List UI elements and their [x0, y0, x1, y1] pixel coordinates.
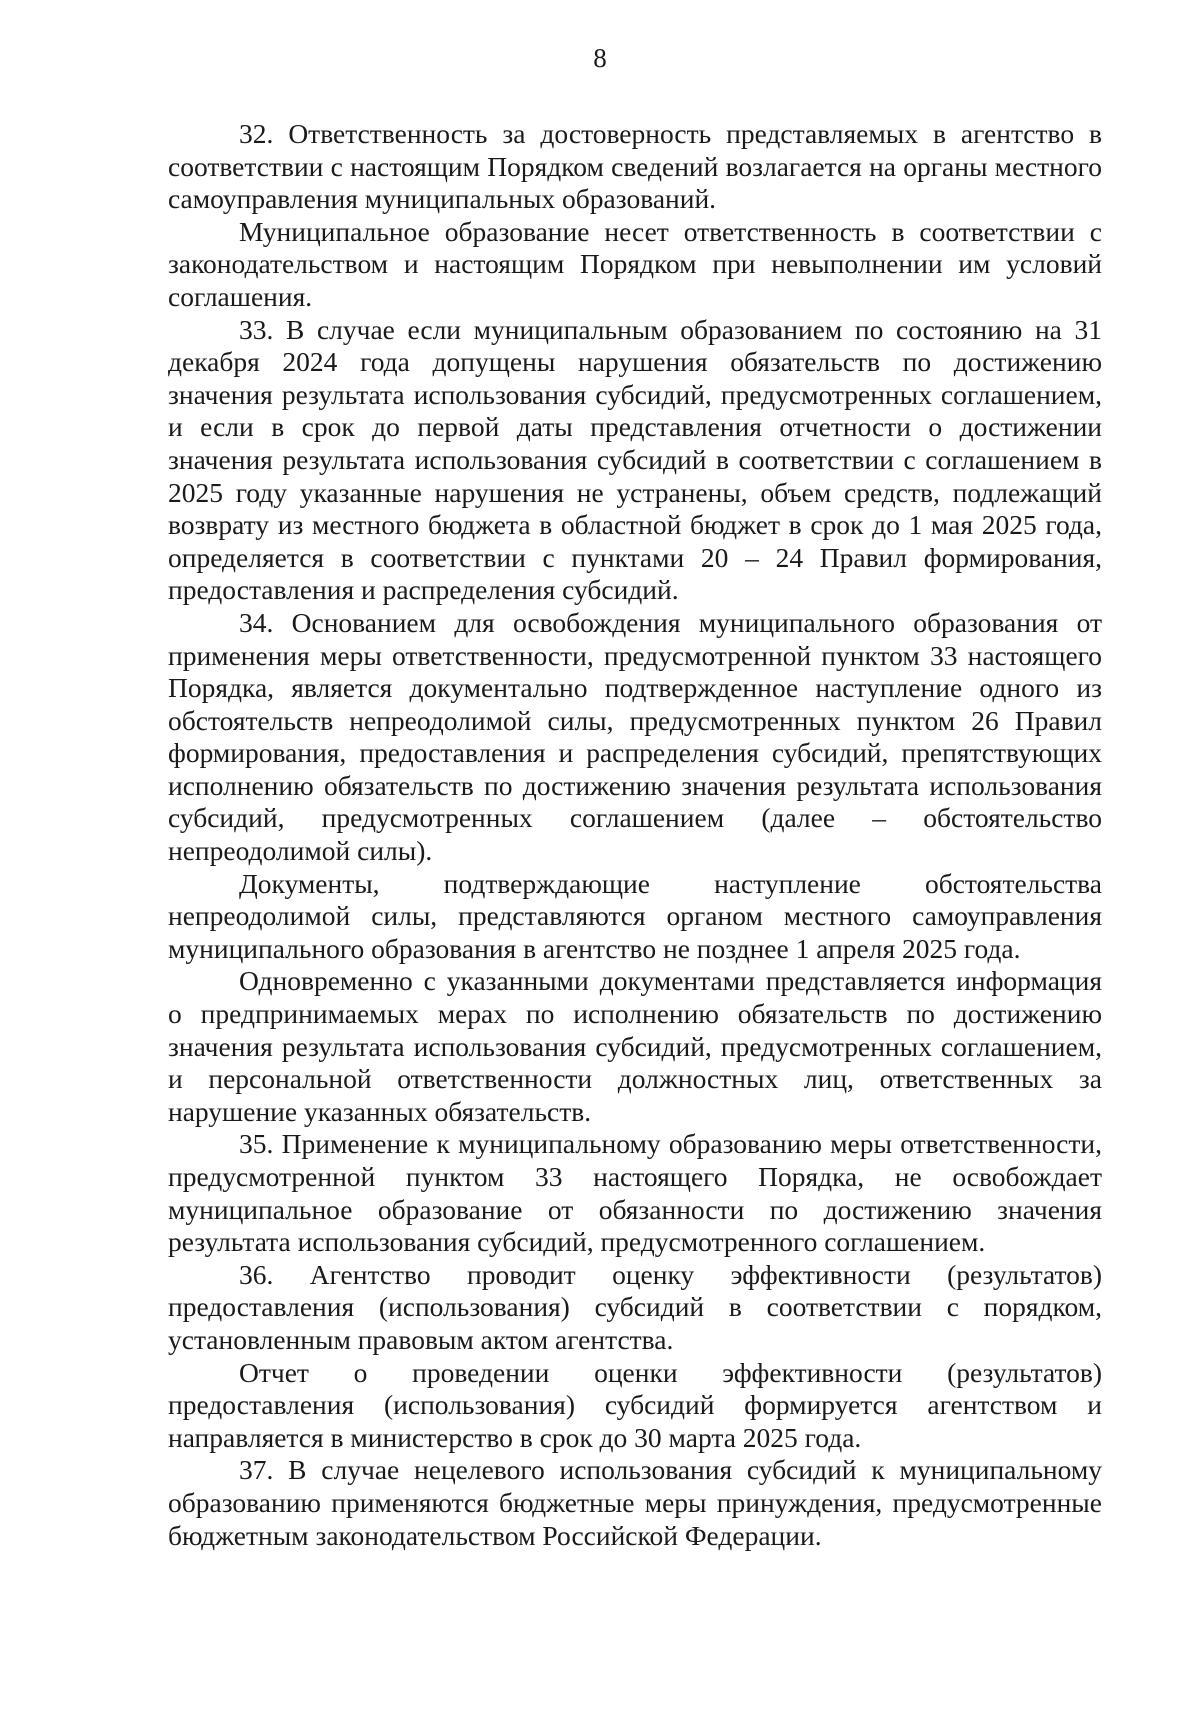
paragraph-32-responsibility: Муниципальное образование несет ответственность в соответствии с законодательством и настоящим Порядком при невыполнении им условий соглашения.: [168, 215, 1102, 312]
paragraph-37: 37. В случае нецелевого использования субсидий к муниципальному образованию применяются бюджетные меры принуждения, предусмотренные бюджетным законодательством Российской Федерации.: [168, 1454, 1102, 1551]
paragraph-33: 33. В случае если муниципальным образованием по состоянию на 31 декабря 2024 года допущены нарушения обязательств по достижению значения результата использования субсидий, предусмотренных соглашением, и если в срок до первой даты представления отчетности о достижении значения результата использования субсидий в соответствии с соглашением в 2025 году указанные нарушения не устранены, объем средств, подлежащий возврату из местного бюджета в областной бюджет в срок до 1 мая 2025 года, определяется в соответствии с пунктами 20 – 24 Правил формирования, предоставления и распределения субсидий.: [168, 313, 1102, 606]
paragraph-34-documents: Документы, подтверждающие наступление обстоятельства непреодолимой силы, представляются органом местного самоуправления муниципального образования в агентство не позднее 1 апреля 2025 года.: [168, 867, 1102, 964]
paragraph-36-report: Отчет о проведении оценки эффективности (результатов) предоставления (использования) субсидий формируется агентством и направляется в министерство в срок до 30 марта 2025 года.: [168, 1356, 1102, 1453]
paragraph-35: 35. Применение к муниципальному образованию меры ответственности, предусмотренной пунктом 33 настоящего Порядка, не освобождает муниципальное образование от обязанности по достижению значения результата использования субсидий, предусмотренного соглашением.: [168, 1128, 1102, 1258]
paragraph-34: 34. Основанием для освобождения муниципального образования от применения меры ответственности, предусмотренной пунктом 33 настоящего Порядка, является документально подтвержденное наступление одного из обстоятельств непреодолимой силы, предусмотренных пунктом 26 Правил формирования, предоставления и распределения субсидий, препятствующих исполнению обязательств по достижению значения результата использования субсидий, предусмотренных соглашением (далее – обстоятельство непреодолимой силы).: [168, 606, 1102, 867]
paragraph-34-information: Одновременно с указанными документами представляется информация о предпринимаемых мерах по исполнению обязательств по достижению значения результата использования субсидий, предусмотренных соглашением, и персональной ответственности должностных лиц, ответственных за нарушение указанных обязательств.: [168, 965, 1102, 1127]
paragraph-36: 36. Агентство проводит оценку эффективности (результатов) предоставления (использования) субсидий в соответствии с порядком, установленным правовым актом агентства.: [168, 1258, 1102, 1355]
page-number: 8: [593, 43, 607, 73]
document-body: [168, 118, 1102, 1552]
paragraph-32: 32. Ответственность за достоверность представляемых в агентство в соответствии с настоящим Порядком сведений возлагается на органы местного самоуправления муниципальных образований.: [168, 118, 1102, 215]
